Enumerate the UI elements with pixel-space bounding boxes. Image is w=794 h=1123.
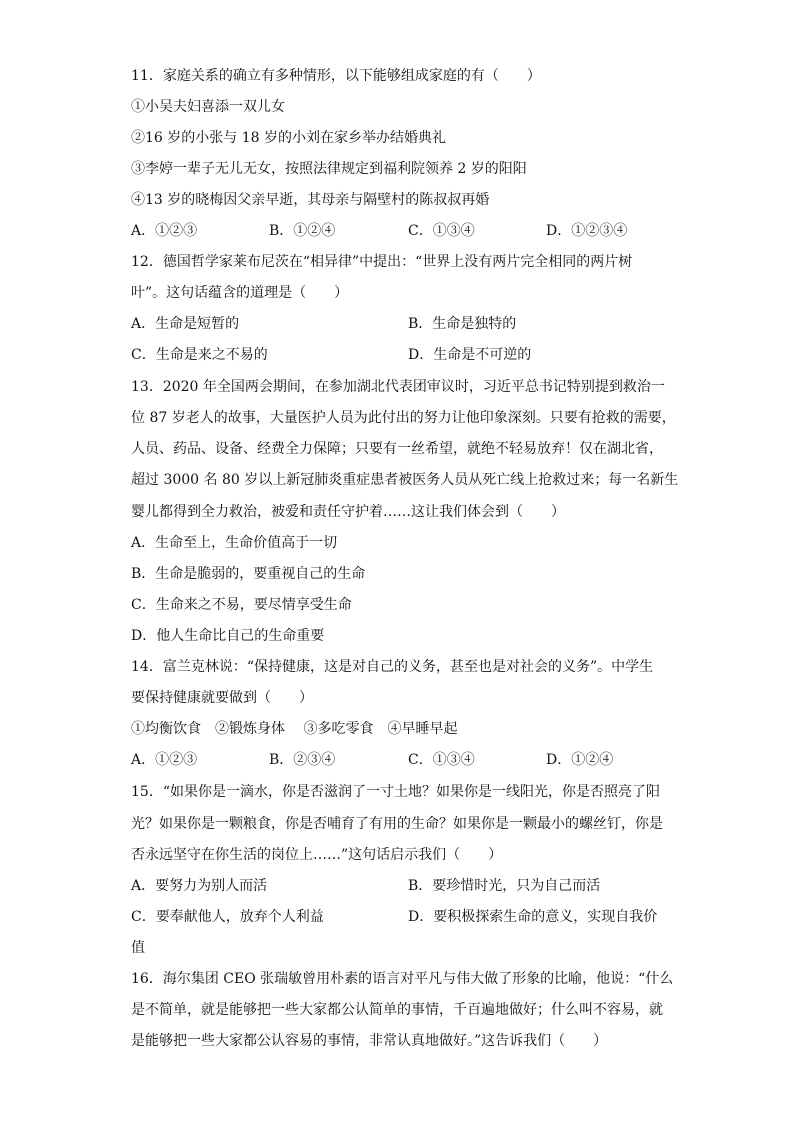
q11-item-1: ①小吴夫妇喜添一双儿女 bbox=[131, 99, 285, 115]
q13-stem-line-5: 婴儿都得到全力救治，被爱和责任守护着……这让我们体会到（ ） bbox=[131, 504, 565, 520]
q13-stem-line-2: 位 87 岁老人的故事，大量医护人员为此付出的努力让他印象深刻。只要有抢救的需要， bbox=[131, 410, 676, 426]
q13-option-a[interactable]: A．生命至上，生命价值高于一切 bbox=[131, 535, 338, 551]
q14-option-b[interactable]: B．②③④ bbox=[269, 752, 336, 768]
q11-option-b[interactable]: B．①②④ bbox=[269, 223, 336, 239]
q15-stem-line-2: 光？如果你是一颗粮食，你是否哺育了有用的生命？如果你是一颗最小的螺丝钉，你是 bbox=[131, 816, 663, 832]
q11-item-2: ②16 岁的小张与 18 岁的小刘在家乡举办结婚典礼 bbox=[131, 130, 446, 146]
q15-option-b[interactable]: B．要珍惜时光，只为自己而活 bbox=[408, 878, 601, 894]
q15-options-row-2 bbox=[131, 907, 671, 927]
q13-stem-line-4: 超过 3000 名 80 岁以上新冠肺炎重症患者被医务人员从死亡线上抢救过来；每一名新生 bbox=[131, 472, 679, 488]
q15-option-d-wrap: 值 bbox=[131, 940, 145, 956]
q11-option-a[interactable]: A．①②③ bbox=[131, 223, 198, 239]
q12-stem-line-1: 12．德国哲学家莱布尼茨在“相异律”中提出：“世界上没有两片完全相同的两片树 bbox=[131, 254, 633, 270]
q16-stem-line-1: 16．海尔集团 CEO 张瑞敏曾用朴素的语言对平凡与伟大做了形象的比喻，他说：“什么 bbox=[131, 971, 674, 987]
q14-stem-line-2: 要保持健康就要做到（ ） bbox=[131, 690, 313, 706]
q15-option-c[interactable]: C．要奉献他人，放弃个人利益 bbox=[131, 909, 324, 925]
q15-option-a[interactable]: A．要努力为别人而活 bbox=[131, 878, 268, 894]
q11-item-3: ③李婷一辈子无儿无女，按照法律规定到福利院领养 2 岁的阳阳 bbox=[131, 161, 527, 177]
q14-stem-line-1: 14．富兰克林说：“保持健康，这是对自己的义务，甚至也是对社会的义务”。中学生 bbox=[131, 659, 654, 675]
q14-option-c[interactable]: C．①③④ bbox=[408, 752, 475, 768]
q15-stem-line-3: 否永远坚守在你生活的岗位上……”这句话启示我们（ ） bbox=[131, 847, 503, 863]
q12-stem-line-2: 叶”。这句话蕴含的道理是（ ） bbox=[131, 285, 349, 301]
q12-options-row-1 bbox=[131, 314, 671, 334]
q11-options bbox=[131, 221, 671, 241]
q12-option-b[interactable]: B．生命是独特的 bbox=[408, 316, 517, 332]
q12-option-d[interactable]: D．生命是不可逆的 bbox=[408, 347, 532, 363]
q14-option-d[interactable]: D．①②④ bbox=[546, 752, 614, 768]
q13-option-d[interactable]: D．他人生命比自己的生命重要 bbox=[131, 628, 325, 644]
q11-item-4: ④13 岁的晓梅因父亲早逝，其母亲与隔壁村的陈叔叔再婚 bbox=[131, 192, 490, 208]
q11-option-c[interactable]: C．①③④ bbox=[408, 223, 475, 239]
q13-option-c[interactable]: C．生命来之不易，要尽情享受生命 bbox=[131, 597, 352, 613]
q13-stem-line-3: 人员、药品、设备、经费全力保障；只要有一丝希望，就绝不轻易放弃！仅在湖北省， bbox=[131, 441, 663, 457]
q12-option-a[interactable]: A．生命是短暂的 bbox=[131, 316, 240, 332]
q16-stem-line-2: 是不简单，就是能够把一些大家都公认简单的事情，千百遍地做好；什么叫不容易，就 bbox=[131, 1002, 663, 1018]
q15-stem-line-1: 15．“如果你是一滴水，你是否滋润了一寸土地？如果你是一线阳光，你是否照亮了阳 bbox=[131, 784, 660, 800]
q14-options bbox=[131, 750, 671, 770]
q12-option-c[interactable]: C．生命是来之不易的 bbox=[131, 347, 268, 363]
q14-items: ①均衡饮食 ②锻炼身体 ③多吃零食 ④早睡早起 bbox=[131, 721, 458, 737]
q15-option-d[interactable]: D．要积极探索生命的意义，实现自我价 bbox=[408, 909, 658, 925]
q11-stem: 11．家庭关系的确立有多种情形，以下能够组成家庭的有（ ） bbox=[131, 68, 541, 84]
q11-option-d[interactable]: D．①②③④ bbox=[546, 223, 628, 239]
q13-option-b[interactable]: B．生命是脆弱的，要重视自己的生命 bbox=[131, 566, 366, 582]
q14-option-a[interactable]: A．①②③ bbox=[131, 752, 198, 768]
q13-stem-line-1: 13．2020 年全国两会期间，在参加湖北代表团审议时，习近平总书记特别提到救治一 bbox=[131, 379, 665, 395]
q12-options-row-2 bbox=[131, 345, 671, 365]
q16-stem-line-3: 是能够把一些大家都公认容易的事情，非常认真地做好。”这告诉我们（ ） bbox=[131, 1033, 608, 1049]
q15-options-row-1 bbox=[131, 876, 671, 896]
